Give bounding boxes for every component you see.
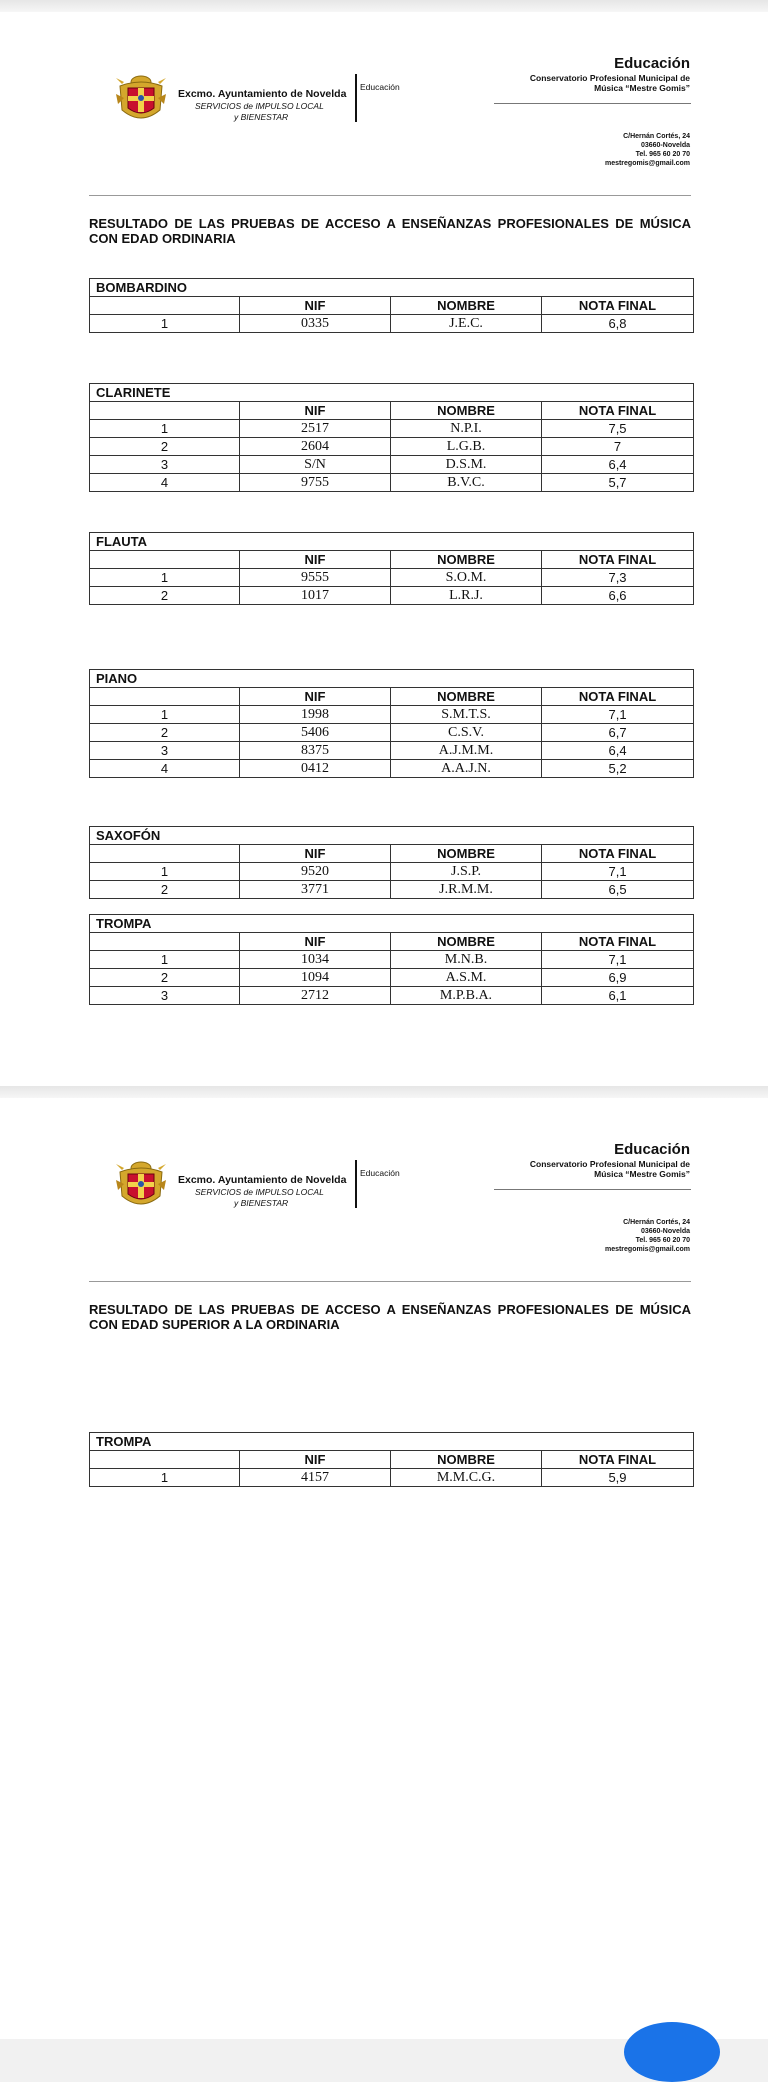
results-heading: RESULTADO DE LAS PRUEBAS DE ACCESO A ENSEÑANZAS PROFESIONALES DE MÚSICA CON EDAD SUPERIOR A LA ORDINARIA: [89, 1302, 691, 1332]
nif-header: NIF: [240, 551, 391, 569]
bienestar-line: y BIENESTAR: [234, 112, 289, 122]
nombre-header: NOMBRE: [391, 551, 542, 569]
nota-cell: 7: [542, 438, 694, 456]
department-label: Educación: [360, 82, 400, 92]
nota-cell: 6,4: [542, 742, 694, 760]
rank-cell: 1: [90, 1469, 240, 1487]
nif-cell: 1017: [240, 587, 391, 605]
contact-block: [530, 132, 690, 168]
nombre-cell: L.G.B.: [391, 438, 542, 456]
nif-header: NIF: [240, 1451, 391, 1469]
instrument-row: [90, 384, 694, 402]
department-label: Educación: [360, 1168, 400, 1178]
nif-cell: 2604: [240, 438, 391, 456]
nif-cell: S/N: [240, 456, 391, 474]
table-row: [90, 706, 694, 724]
nota-cell: 6,1: [542, 987, 694, 1005]
letterhead: [0, 12, 768, 182]
instrument-name: CLARINETE: [90, 384, 694, 402]
instrument-name: PIANO: [90, 670, 694, 688]
instrument-row: [90, 670, 694, 688]
phone: Tel. 965 60 20 70: [635, 151, 690, 158]
table-row: [90, 315, 694, 333]
table-row: [90, 951, 694, 969]
nif-cell: 3771: [240, 881, 391, 899]
instrument-name: TROMPA: [90, 915, 694, 933]
empty-header-cell: [90, 402, 240, 420]
address: C/Hernán Cortés, 24: [623, 1219, 690, 1226]
bienestar-line: y BIENESTAR: [234, 1198, 289, 1208]
nombre-header: NOMBRE: [391, 933, 542, 951]
rank-cell: 2: [90, 438, 240, 456]
rank-cell: 1: [90, 315, 240, 333]
nif-cell: 9555: [240, 569, 391, 587]
instrument-row: [90, 1433, 694, 1451]
instrument-name: SAXOFÓN: [90, 827, 694, 845]
nota-header: NOTA FINAL: [542, 402, 694, 420]
rank-cell: 4: [90, 760, 240, 778]
rank-cell: 3: [90, 987, 240, 1005]
nota-cell: 6,6: [542, 587, 694, 605]
nif-cell: 8375: [240, 742, 391, 760]
nombre-cell: A.A.J.N.: [391, 760, 542, 778]
rank-cell: 2: [90, 724, 240, 742]
contact-block: [530, 1218, 690, 1254]
nombre-cell: B.V.C.: [391, 474, 542, 492]
city: 03660-Novelda: [640, 1228, 690, 1235]
nota-cell: 6,8: [542, 315, 694, 333]
table-row: [90, 760, 694, 778]
nota-header: NOTA FINAL: [542, 551, 694, 569]
table-row: [90, 587, 694, 605]
conservatorio-name: [480, 73, 690, 93]
column-header-row: [90, 933, 694, 951]
column-header-row: [90, 297, 694, 315]
nota-cell: 6,4: [542, 456, 694, 474]
servicios-line: SERVICIOS de IMPULSO LOCAL: [195, 1187, 324, 1197]
nombre-cell: D.S.M.: [391, 456, 542, 474]
table-row: [90, 420, 694, 438]
table-row: [90, 474, 694, 492]
nombre-cell: A.S.M.: [391, 969, 542, 987]
email: mestregomis@gmail.com: [604, 160, 690, 167]
nota-cell: 5,9: [542, 1469, 694, 1487]
nombre-cell: A.J.M.M.: [391, 742, 542, 760]
nota-cell: 7,1: [542, 951, 694, 969]
nif-cell: 2517: [240, 420, 391, 438]
results-heading: RESULTADO DE LAS PRUEBAS DE ACCESO A ENSEÑANZAS PROFESIONALES DE MÚSICA CON EDAD ORDINARIA: [89, 216, 691, 246]
conservatorio-line1: Conservatorio Profesional Municipal de: [529, 1159, 690, 1169]
rank-cell: 1: [90, 863, 240, 881]
conservatorio-line1: Conservatorio Profesional Municipal de: [529, 73, 690, 83]
instrument-row: [90, 915, 694, 933]
nif-cell: 0335: [240, 315, 391, 333]
empty-header-cell: [90, 933, 240, 951]
nota-cell: 6,7: [542, 724, 694, 742]
nombre-cell: M.M.C.G.: [391, 1469, 542, 1487]
instrument-name: TROMPA: [90, 1433, 694, 1451]
results-table: [89, 914, 694, 1005]
top-shadow: [0, 0, 768, 12]
nota-cell: 7,5: [542, 420, 694, 438]
conservatorio-name: [480, 1159, 690, 1179]
email: mestregomis@gmail.com: [604, 1246, 690, 1253]
nif-cell: 5406: [240, 724, 391, 742]
results-table: [89, 826, 694, 899]
instrument-name: FLAUTA: [90, 533, 694, 551]
nif-cell: 1998: [240, 706, 391, 724]
empty-header-cell: [90, 688, 240, 706]
table-row: [90, 438, 694, 456]
rank-cell: 1: [90, 420, 240, 438]
rank-cell: 4: [90, 474, 240, 492]
department-title: Educación: [614, 55, 690, 72]
nif-cell: 2712: [240, 987, 391, 1005]
rank-cell: 1: [90, 706, 240, 724]
table-row: [90, 969, 694, 987]
instrument-row: [90, 827, 694, 845]
document-page-2[interactable]: [0, 1098, 768, 2039]
letterhead: [0, 1098, 768, 1268]
address: C/Hernán Cortés, 24: [623, 133, 690, 140]
nota-cell: 7,1: [542, 863, 694, 881]
section-divider: [89, 195, 691, 196]
nota-header: NOTA FINAL: [542, 933, 694, 951]
nota-cell: 5,2: [542, 760, 694, 778]
header-divider: [355, 1160, 357, 1208]
nombre-cell: N.P.I.: [391, 420, 542, 438]
nif-cell: 1034: [240, 951, 391, 969]
empty-header-cell: [90, 845, 240, 863]
nota-cell: 7,3: [542, 569, 694, 587]
nota-header: NOTA FINAL: [542, 845, 694, 863]
floating-action-button[interactable]: [624, 2022, 720, 2082]
ayuntamiento-name: Excmo. Ayuntamiento de Novelda: [178, 1174, 347, 1186]
table-row: [90, 742, 694, 760]
results-table: [89, 1432, 694, 1487]
nif-cell: 0412: [240, 760, 391, 778]
rank-cell: 2: [90, 881, 240, 899]
nombre-header: NOMBRE: [391, 402, 542, 420]
nif-cell: 9755: [240, 474, 391, 492]
nif-header: NIF: [240, 845, 391, 863]
nombre-cell: J.R.M.M.: [391, 881, 542, 899]
rank-cell: 3: [90, 456, 240, 474]
results-table: [89, 669, 694, 778]
nombre-cell: S.O.M.: [391, 569, 542, 587]
column-header-row: [90, 845, 694, 863]
table-row: [90, 987, 694, 1005]
nota-header: NOTA FINAL: [542, 688, 694, 706]
nif-cell: 9520: [240, 863, 391, 881]
empty-header-cell: [90, 297, 240, 315]
nombre-cell: M.N.B.: [391, 951, 542, 969]
table-row: [90, 881, 694, 899]
servicios-line: SERVICIOS de IMPULSO LOCAL: [195, 101, 324, 111]
coat-of-arms-icon: [114, 1160, 168, 1212]
header-divider: [355, 74, 357, 122]
column-header-row: [90, 1451, 694, 1469]
nombre-cell: L.R.J.: [391, 587, 542, 605]
rank-cell: 1: [90, 951, 240, 969]
rank-cell: 3: [90, 742, 240, 760]
rank-cell: 2: [90, 587, 240, 605]
table-row: [90, 1469, 694, 1487]
document-page-1[interactable]: [0, 12, 768, 1093]
rank-cell: 2: [90, 969, 240, 987]
nota-header: NOTA FINAL: [542, 297, 694, 315]
instrument-name: BOMBARDINO: [90, 279, 694, 297]
nombre-cell: J.E.C.: [391, 315, 542, 333]
nombre-header: NOMBRE: [391, 1451, 542, 1469]
coat-of-arms-icon: [114, 74, 168, 126]
phone: Tel. 965 60 20 70: [635, 1237, 690, 1244]
column-header-row: [90, 402, 694, 420]
conservatorio-line2: Música “Mestre Gomis”: [594, 83, 690, 93]
nombre-header: NOMBRE: [391, 297, 542, 315]
city: 03660-Novelda: [640, 142, 690, 149]
results-table: [89, 383, 694, 492]
empty-header-cell: [90, 551, 240, 569]
nif-header: NIF: [240, 933, 391, 951]
nombre-cell: M.P.B.A.: [391, 987, 542, 1005]
column-header-row: [90, 551, 694, 569]
table-row: [90, 863, 694, 881]
page-gap: [0, 1086, 768, 1098]
nif-header: NIF: [240, 402, 391, 420]
instrument-row: [90, 279, 694, 297]
conservatorio-line2: Música “Mestre Gomis”: [594, 1169, 690, 1179]
nota-header: NOTA FINAL: [542, 1451, 694, 1469]
nota-cell: 6,5: [542, 881, 694, 899]
ayuntamiento-name: Excmo. Ayuntamiento de Novelda: [178, 88, 347, 100]
nota-cell: 5,7: [542, 474, 694, 492]
header-rule: [494, 103, 691, 104]
empty-header-cell: [90, 1451, 240, 1469]
nombre-cell: C.S.V.: [391, 724, 542, 742]
nif-cell: 1094: [240, 969, 391, 987]
instrument-row: [90, 533, 694, 551]
table-row: [90, 724, 694, 742]
header-rule: [494, 1189, 691, 1190]
table-row: [90, 456, 694, 474]
nota-cell: 6,9: [542, 969, 694, 987]
nombre-cell: J.S.P.: [391, 863, 542, 881]
department-title: Educación: [614, 1141, 690, 1158]
section-divider: [89, 1281, 691, 1282]
results-table: [89, 532, 694, 605]
rank-cell: 1: [90, 569, 240, 587]
table-row: [90, 569, 694, 587]
nif-cell: 4157: [240, 1469, 391, 1487]
results-table: [89, 278, 694, 333]
nombre-header: NOMBRE: [391, 845, 542, 863]
nombre-cell: S.M.T.S.: [391, 706, 542, 724]
nif-header: NIF: [240, 688, 391, 706]
nota-cell: 7,1: [542, 706, 694, 724]
nif-header: NIF: [240, 297, 391, 315]
nombre-header: NOMBRE: [391, 688, 542, 706]
column-header-row: [90, 688, 694, 706]
